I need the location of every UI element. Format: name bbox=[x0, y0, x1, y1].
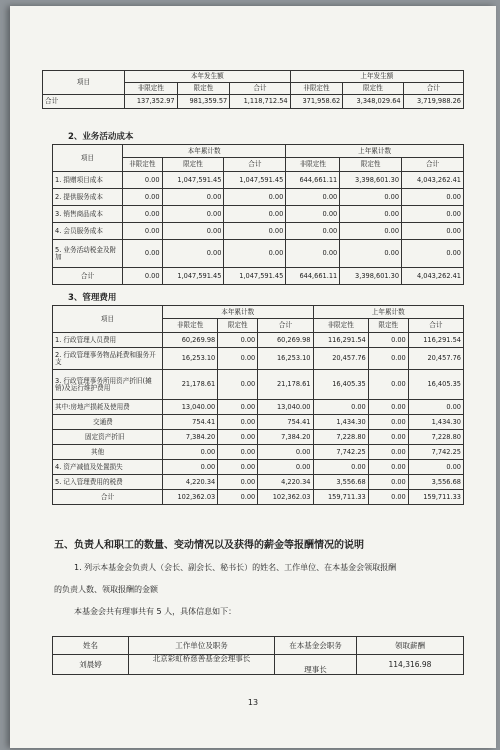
cell: 7,228.80 bbox=[313, 430, 368, 445]
cell: 0.00 bbox=[258, 445, 313, 460]
cell: 3,556.68 bbox=[313, 475, 368, 490]
cell: 116,291.54 bbox=[408, 333, 463, 348]
cell: 1,047,591.45 bbox=[162, 172, 224, 189]
col-total: 合计 bbox=[408, 319, 463, 333]
document-page bbox=[10, 6, 496, 748]
unit-cell: 北京彩虹桥慈善基金会理事长 bbox=[129, 655, 275, 675]
cell: 0.00 bbox=[163, 460, 218, 475]
admin-expense-table bbox=[52, 305, 464, 505]
cell: 1,047,591.45 bbox=[224, 268, 286, 285]
name-header: 姓名 bbox=[53, 637, 129, 655]
row-label: 5. 记入管理费用的税费 bbox=[53, 475, 163, 490]
table-row bbox=[53, 475, 464, 490]
prior-year-header: 上年累计数 bbox=[313, 306, 464, 319]
table-row bbox=[53, 348, 464, 370]
current-year-header: 本年发生额 bbox=[125, 71, 291, 83]
cell: 13,040.00 bbox=[163, 400, 218, 415]
cell: 4,043,262.41 bbox=[402, 172, 464, 189]
table-row bbox=[53, 223, 464, 240]
cell: 0.00 bbox=[408, 400, 463, 415]
cell: 0.00 bbox=[218, 430, 258, 445]
cell: 159,711.33 bbox=[408, 490, 463, 505]
cell: 0.00 bbox=[368, 400, 408, 415]
col-restricted: 限定性 bbox=[218, 319, 258, 333]
col-total: 合计 bbox=[224, 158, 286, 172]
cell: 1,434.30 bbox=[408, 415, 463, 430]
cell: 1,118,712.54 bbox=[230, 95, 290, 109]
cell: 0.00 bbox=[402, 223, 464, 240]
row-label: 交通费 bbox=[53, 415, 163, 430]
table-row bbox=[53, 430, 464, 445]
col-total: 合计 bbox=[258, 319, 313, 333]
cell: 0.00 bbox=[313, 460, 368, 475]
row-label: 4. 会员服务成本 bbox=[53, 223, 123, 240]
row-label: 合计 bbox=[53, 490, 163, 505]
cell: 0.00 bbox=[402, 240, 464, 268]
cell: 0.00 bbox=[218, 400, 258, 415]
table-row bbox=[53, 445, 464, 460]
cell: 3,556.68 bbox=[408, 475, 463, 490]
item-header: 项目 bbox=[53, 306, 163, 333]
cell: 0.00 bbox=[286, 240, 340, 268]
cell: 0.00 bbox=[286, 189, 340, 206]
cell: 3,348,029.64 bbox=[343, 95, 403, 109]
col-total: 合计 bbox=[402, 158, 464, 172]
current-year-header: 本年累计数 bbox=[123, 145, 286, 158]
cell: 0.00 bbox=[340, 223, 402, 240]
cell: 60,269.98 bbox=[163, 333, 218, 348]
cell: 0.00 bbox=[218, 490, 258, 505]
page-number: 13 bbox=[247, 698, 259, 707]
table-row bbox=[53, 490, 464, 505]
table-row bbox=[53, 655, 464, 675]
cell: 21,178.61 bbox=[163, 370, 218, 400]
cell: 0.00 bbox=[368, 348, 408, 370]
row-label: 合计 bbox=[53, 268, 123, 285]
cell: 644,661.11 bbox=[286, 268, 340, 285]
prior-year-header: 上年累计数 bbox=[286, 145, 464, 158]
cell: 7,384.20 bbox=[258, 430, 313, 445]
col-restricted: 限定性 bbox=[343, 83, 403, 95]
cell: 0.00 bbox=[368, 445, 408, 460]
cell: 0.00 bbox=[162, 240, 224, 268]
cell: 0.00 bbox=[218, 415, 258, 430]
cell: 13,040.00 bbox=[258, 400, 313, 415]
cell: 0.00 bbox=[340, 206, 402, 223]
business-cost-table bbox=[52, 144, 464, 285]
cell: 0.00 bbox=[218, 348, 258, 370]
cell: 0.00 bbox=[368, 475, 408, 490]
col-unrestricted: 非限定性 bbox=[313, 319, 368, 333]
row-label: 合计 bbox=[43, 95, 125, 109]
col-restricted: 限定性 bbox=[340, 158, 402, 172]
role-cell: 理事长 bbox=[275, 655, 357, 675]
row-label: 5. 业务活动税金及附加 bbox=[53, 240, 123, 268]
table-row bbox=[53, 415, 464, 430]
role-header: 在本基金会职务 bbox=[275, 637, 357, 655]
cell: 0.00 bbox=[123, 206, 163, 223]
cell: 0.00 bbox=[402, 206, 464, 223]
item-header: 项目 bbox=[43, 71, 125, 95]
cell: 0.00 bbox=[368, 370, 408, 400]
cell: 1,047,591.45 bbox=[162, 268, 224, 285]
row-label: 3. 销售商品成本 bbox=[53, 206, 123, 223]
cell: 0.00 bbox=[224, 223, 286, 240]
cell: 3,719,988.26 bbox=[403, 95, 463, 109]
cell: 0.00 bbox=[368, 490, 408, 505]
row-label: 1. 行政管理人员费用 bbox=[53, 333, 163, 348]
table-row bbox=[53, 206, 464, 223]
col-restricted: 限定性 bbox=[177, 83, 230, 95]
cell: 116,291.54 bbox=[313, 333, 368, 348]
cell: 981,359.57 bbox=[177, 95, 230, 109]
col-restricted: 限定性 bbox=[162, 158, 224, 172]
row-label: 其中:房地产损耗及使用费 bbox=[53, 400, 163, 415]
cell: 371,958.62 bbox=[290, 95, 343, 109]
cell: 16,253.10 bbox=[258, 348, 313, 370]
table-row bbox=[53, 172, 464, 189]
cell: 644,661.11 bbox=[286, 172, 340, 189]
table-row bbox=[53, 370, 464, 400]
cell: 0.00 bbox=[368, 430, 408, 445]
row-label: 2. 提供服务成本 bbox=[53, 189, 123, 206]
pay-cell: 114,316.98 bbox=[357, 655, 464, 675]
cell: 7,742.25 bbox=[313, 445, 368, 460]
table-row bbox=[53, 240, 464, 268]
col-total: 合计 bbox=[230, 83, 290, 95]
income-table bbox=[42, 70, 464, 109]
pay-header: 领取薪酬 bbox=[357, 637, 464, 655]
cell: 0.00 bbox=[162, 206, 224, 223]
cell: 0.00 bbox=[368, 415, 408, 430]
cell: 0.00 bbox=[218, 475, 258, 490]
cell: 0.00 bbox=[313, 400, 368, 415]
row-label: 其他 bbox=[53, 445, 163, 460]
item-header: 项目 bbox=[53, 145, 123, 172]
cell: 7,228.80 bbox=[408, 430, 463, 445]
cell: 0.00 bbox=[286, 223, 340, 240]
col-restricted: 限定性 bbox=[368, 319, 408, 333]
cell: 754.41 bbox=[163, 415, 218, 430]
cell: 20,457.76 bbox=[313, 348, 368, 370]
cell: 0.00 bbox=[224, 240, 286, 268]
current-year-header: 本年累计数 bbox=[163, 306, 314, 319]
cell: 0.00 bbox=[408, 460, 463, 475]
col-unrestricted: 非限定性 bbox=[163, 319, 218, 333]
unit-header: 工作单位及职务 bbox=[129, 637, 275, 655]
cell: 0.00 bbox=[224, 189, 286, 206]
cell: 754.41 bbox=[258, 415, 313, 430]
cell: 0.00 bbox=[368, 460, 408, 475]
cell: 0.00 bbox=[123, 268, 163, 285]
cell: 1,047,591.45 bbox=[224, 172, 286, 189]
name-cell: 刘晨婷 bbox=[53, 655, 129, 675]
paragraph: 本基金会共有理事共有 5 人，具体信息如下： bbox=[74, 607, 237, 616]
col-unrestricted: 非限定性 bbox=[290, 83, 343, 95]
cell: 0.00 bbox=[402, 189, 464, 206]
cell: 0.00 bbox=[224, 206, 286, 223]
cell: 0.00 bbox=[162, 223, 224, 240]
cell: 1,434.30 bbox=[313, 415, 368, 430]
cell: 0.00 bbox=[258, 460, 313, 475]
cell: 0.00 bbox=[162, 189, 224, 206]
cell: 0.00 bbox=[123, 223, 163, 240]
col-unrestricted: 非限定性 bbox=[286, 158, 340, 172]
cell: 3,398,601.30 bbox=[340, 268, 402, 285]
col-total: 合计 bbox=[403, 83, 463, 95]
cell: 20,457.76 bbox=[408, 348, 463, 370]
table-row bbox=[53, 333, 464, 348]
table-row bbox=[53, 460, 464, 475]
cell: 4,043,262.41 bbox=[402, 268, 464, 285]
cell: 0.00 bbox=[368, 333, 408, 348]
cell: 0.00 bbox=[163, 445, 218, 460]
cell: 4,220.34 bbox=[258, 475, 313, 490]
cell: 0.00 bbox=[123, 189, 163, 206]
cell: 16,405.35 bbox=[408, 370, 463, 400]
cell: 7,384.20 bbox=[163, 430, 218, 445]
section-title: 3、管理费用 bbox=[68, 293, 117, 303]
table-row bbox=[53, 400, 464, 415]
row-label: 2. 行政管理事务物品耗费和服务开支 bbox=[53, 348, 163, 370]
table-row bbox=[53, 268, 464, 285]
cell: 16,253.10 bbox=[163, 348, 218, 370]
cell: 21,178.61 bbox=[258, 370, 313, 400]
section-title: 2、业务活动成本 bbox=[68, 132, 134, 142]
cell: 159,711.33 bbox=[313, 490, 368, 505]
cell: 102,362.03 bbox=[258, 490, 313, 505]
row-label: 固定资产折旧 bbox=[53, 430, 163, 445]
cell: 0.00 bbox=[340, 189, 402, 206]
cell: 16,405.35 bbox=[313, 370, 368, 400]
cell: 102,362.03 bbox=[163, 490, 218, 505]
col-unrestricted: 非限定性 bbox=[123, 158, 163, 172]
cell: 3,398,601.30 bbox=[340, 172, 402, 189]
col-unrestricted: 非限定性 bbox=[125, 83, 178, 95]
prior-year-header: 上年发生额 bbox=[290, 71, 463, 83]
cell: 0.00 bbox=[218, 445, 258, 460]
cell: 0.00 bbox=[218, 370, 258, 400]
cell: 4,220.34 bbox=[163, 475, 218, 490]
table-row bbox=[53, 189, 464, 206]
cell: 60,269.98 bbox=[258, 333, 313, 348]
cell: 0.00 bbox=[218, 460, 258, 475]
cell: 0.00 bbox=[123, 240, 163, 268]
cell: 0.00 bbox=[123, 172, 163, 189]
row-label: 3. 行政管理事务所用资产折旧(摊销)及运行维护费用 bbox=[53, 370, 163, 400]
cell: 0.00 bbox=[340, 240, 402, 268]
director-table bbox=[52, 636, 464, 675]
cell: 137,352.97 bbox=[125, 95, 178, 109]
row-label: 4. 资产减值及处置损失 bbox=[53, 460, 163, 475]
paragraph-line: 1. 列示本基金会负责人（会长、副会长、秘书长）的姓名、工作单位、在本基金会领取报酬 bbox=[74, 563, 397, 572]
cell: 7,742.25 bbox=[408, 445, 463, 460]
paragraph-line: 的负责人数、领取报酬的金额 bbox=[54, 585, 158, 594]
table-row bbox=[43, 95, 464, 109]
cell: 0.00 bbox=[286, 206, 340, 223]
section-heading: 五、负责人和职工的数量、变动情况以及获得的薪金等报酬情况的说明 bbox=[54, 540, 364, 551]
row-label: 1. 捐赠项目成本 bbox=[53, 172, 123, 189]
cell: 0.00 bbox=[218, 333, 258, 348]
